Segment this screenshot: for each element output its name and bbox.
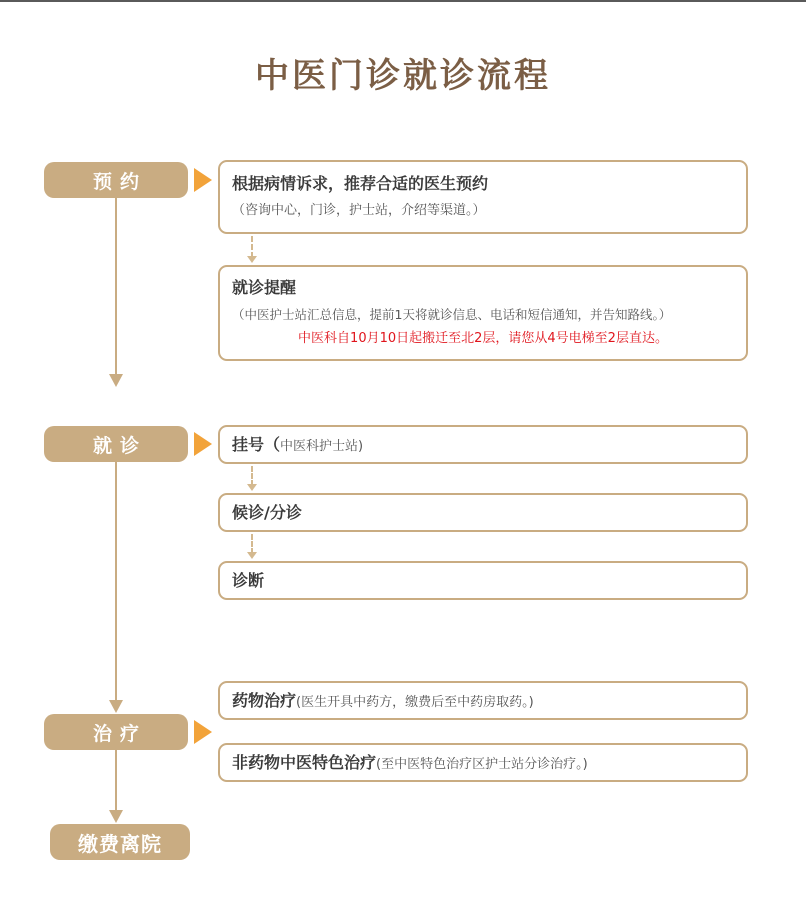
page-title: 中医门诊就诊流程 [255,56,551,96]
stage-appointment: 预约 [44,162,188,198]
arrow-down-icon [247,256,257,263]
dashed-connector [251,236,253,258]
arrow-down-icon [109,700,123,713]
step-triage-title: 候诊/分诊 [232,502,302,522]
step-non-medication-note: (至中医特色治疗区护士站分诊治疗。) [376,756,588,772]
dashed-connector [251,534,253,554]
step-register [218,425,748,464]
step-medication [218,681,748,720]
arrow-down-icon [109,810,123,823]
stage-visit: 就诊 [44,426,188,462]
step-register-title: 挂号（ [232,434,281,454]
arrow-right-icon [194,432,212,456]
step-diagnosis-title: 诊断 [232,570,265,590]
step-medication-note: (医生开具中药方，缴费后至中药房取药。) [296,694,534,710]
arrow-right-icon [194,168,212,192]
step-recommend-note: （咨询中心，门诊，护士站，介绍等渠道。） [232,203,486,218]
stage-checkout: 缴费离院 [50,824,190,860]
step-non-medication-title: 非药物中医特色治疗 [232,752,377,772]
step-reminder-title: 就诊提醒 [232,278,297,297]
stage-treatment: 治疗 [44,714,188,750]
relocation-notice: 中医科自10月10日起搬迁至北2层，请您从4号电梯至2层直达。 [298,331,668,346]
flow-line [115,462,117,702]
dashed-connector [251,466,253,486]
step-reminder [218,265,748,361]
step-reminder-note: （中医护士站汇总信息，提前1天将就诊信息、电话和短信通知，并告知路线。） [232,307,672,322]
step-triage [218,493,748,532]
flow-line [115,750,117,812]
step-recommend [218,160,748,234]
arrow-down-icon [247,552,257,559]
flow-line [115,198,117,376]
step-non-medication [218,743,748,782]
step-medication-title: 药物治疗 [232,690,297,710]
arrow-down-icon [109,374,123,387]
top-border [0,0,806,2]
step-register-note: 中医科护士站) [280,438,364,454]
step-recommend-title: 根据病情诉求，推荐合适的医生预约 [232,174,489,193]
arrow-down-icon [247,484,257,491]
arrow-right-icon [194,720,212,744]
step-diagnosis [218,561,748,600]
